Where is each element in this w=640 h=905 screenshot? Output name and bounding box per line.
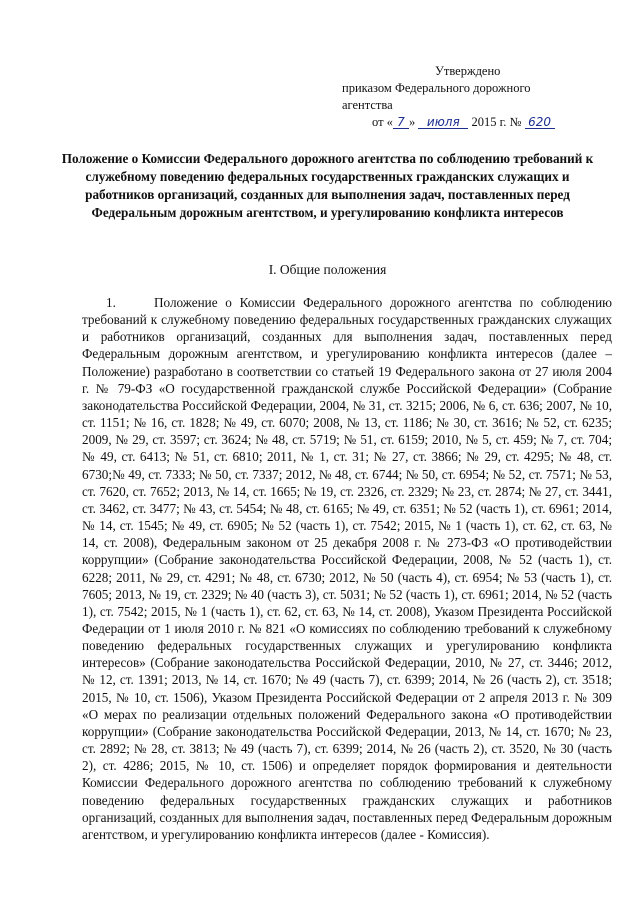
handwritten-day: 7: [393, 116, 409, 129]
section-heading: I. Общие положения: [268, 262, 387, 277]
date-year: 2015 г. №: [471, 115, 522, 129]
handwritten-month: июля: [418, 116, 468, 129]
date-mid: »: [408, 115, 416, 129]
paragraph-1: [82, 294, 612, 843]
approval-order-issuer: приказом Федерального дорожного агентства: [342, 81, 531, 112]
approval-stamp: [342, 63, 582, 131]
paragraph-number: 1.: [106, 295, 116, 310]
document-title: Положение о Комиссии Федерального дорожного агентства по соблюдению требований к служебному поведению федеральных государственных гражданских служащих и работников организаций, созданных для выполнения задач, поставленных перед Федеральным дорожным агентством, и урегулированию конфликта интересов: [61, 151, 594, 220]
handwritten-order-number: 620: [525, 116, 555, 129]
approval-date-line: [342, 114, 582, 131]
paragraph-text: Положение о Комиссии Федерального дорожного агентства по соблюдению требований к служебному поведению федеральных государственных гражданских служащих и работников организаций, созданных для выполнения задач, поставленных перед Федеральным дорожным агентством, и урегулированию конфликта интересов (далее – Положение) разработано в соответствии со статьей 19 Федерального закона от 27 июля 2004 г. № 79-ФЗ «О государственной гражданской службе Российской Федерации» (Собрание законодательства Российской Федерации, 2004, № 31, ст. 3215; 2006, № 6, ст. 636; 2007, № 10, ст. 1151; № 16, ст. 1828; № 49, ст. 6070; 2008, № 13, ст. 1186; № 30, ст. 3616; № 52, ст. 6235; 2009, № 29, ст. 3597; ст. 3624; № 48, ст. 5719; № 51, ст. 6159; 2010, № 5, ст. 459; № 7, ст. 704; № 49, ст. 6413; № 51, ст. 6810; 2011, № 1, ст. 31; № 27, ст. 3866; № 29, ст. 4295; № 48, ст. 6730;№ 49, ст. 7333; № 50, ст. 7337; 2012, № 48, ст. 6744; № 50, ст. 6954; № 52, ст. 7571; № 53, ст. 7620, ст. 7652; 2013, № 14, ст. 1665; № 19, ст. 2326, ст. 2329; № 23, ст. 2874; № 27, ст. 3441, ст. 3462, ст. 3477; № 43, ст. 5454; № 48, ст. 6165; № 49, ст. 6351; № 52 (часть 1), ст. 6961; 2014, № 14, ст. 1545; № 49, ст. 6905; № 52 (часть 1), ст. 7542; 2015, № 1 (часть 1), ст. 62, ст. 63, № 14, ст. 2008), Федеральным законом от 25 декабря 2008 г. № 273-ФЗ «О противодействии коррупции» (Собрание законодательства Российской Федерации, 2008, № 52 (часть 1), ст. 6228; 2011, № 29, ст. 4291; № 48, ст. 6730; 2012, № 50 (часть 4), ст. 6954; № 53 (часть 1), ст. 7605; 2013, № 19, ст. 2329; № 40 (часть 3), ст. 5031; № 52 (часть 1), ст. 6961; 2014, № 52 (часть 1), ст. 7542; 2015, № 1 (часть 1), ст. 62, ст. 63, № 14, ст. 2008), Указом Президента Российской Федерации от 1 июля 2010 г. № 821 «О комиссиях по соблюдению требований к служебному поведению федеральных государственных служащих и урегулированию конфликта интересов» (Собрание законодательства Российской Федерации, 2010, № 27, ст. 3446; 2012, № 12, ст. 1391; 2013, № 14, ст. 1670; № 49 (часть 7), ст. 6399; 2014, № 26 (часть 2), ст. 3518; 2015, № 10, ст. 1506), Указом Президента Российской Федерации от 2 апреля 2013 г. № 309 «О мерах по реализации отдельных положений Федерального закона «О противодействии коррупции» (Собрание законодательства Российской Федерации, 2013, № 14, ст. 1670; № 23, ст. 2892; № 28, ст. 3813; № 49 (часть 7), ст. 6399; 2014, № 26 (часть 2), ст. 3520, № 30 (часть 2), ст. 4286; 2015, № 10, ст. 1506) и определяет порядок формирования и деятельности Комиссии Федерального дорожного агентства по соблюдению требований к служебному поведению федеральных государственных гражданских служащих и работников организаций, созданных для выполнения задач, поставленных перед Федеральным дорожным агентством, и урегулированию конфликта интересов (далее - Комиссия).: [82, 295, 612, 842]
approval-label: Утверждено: [435, 64, 501, 78]
date-prefix: от «: [372, 115, 393, 129]
